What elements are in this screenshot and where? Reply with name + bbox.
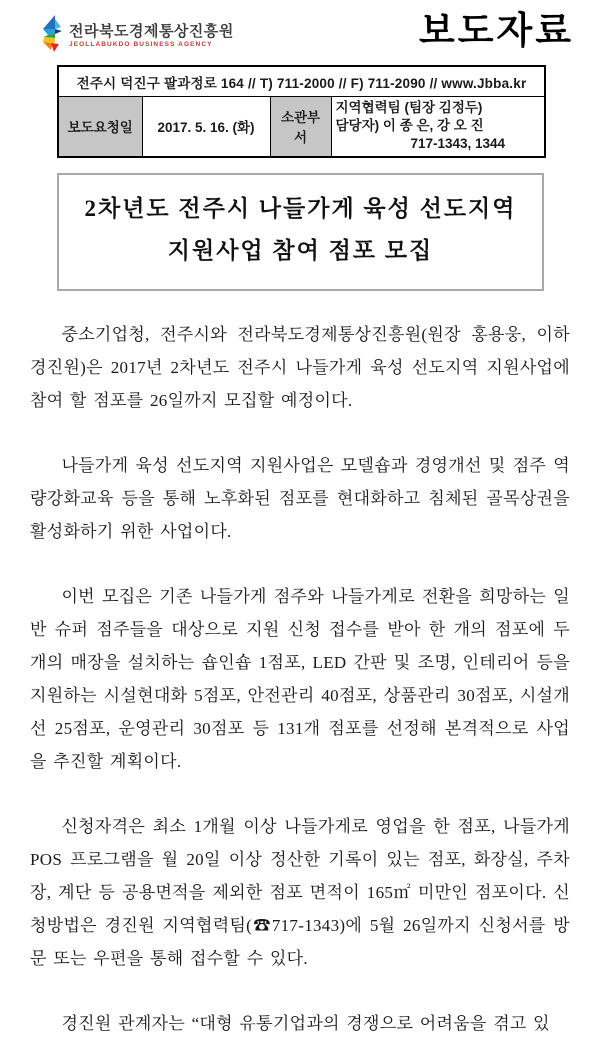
press-release-page	[0, 10, 600, 1033]
table-row-address	[58, 66, 545, 97]
department-team-line: 지역협력팀 (팀장 김정두)	[335, 100, 483, 115]
title-line-1: 2차년도 전주시 나들가게 육성 선도지역	[84, 195, 517, 221]
body-paragraph-5: 경진원 관계자는 “대형 유통기업과의 경쟁으로 어려움을 겪고 있	[61, 1013, 550, 1033]
table-row-info	[58, 97, 545, 157]
agency-name-korean: 전라북도경제통상진흥원	[69, 23, 234, 41]
request-date-value: 2017. 5. 16. (화)	[142, 97, 270, 157]
press-release-body	[30, 318, 570, 1040]
header	[40, 10, 574, 56]
department-contact-info	[331, 97, 545, 157]
agency-logo	[40, 10, 234, 59]
department-staff-line: 담당자) 이 종 은, 강 오 진	[335, 118, 484, 134]
agency-address-contact: 전주시 덕진구 팔과정로 164 // T) 711-2000 // F) 711-2090 // www.Jbba.kr	[58, 66, 545, 97]
department-phone-line: 717-1343, 1344	[410, 136, 506, 152]
body-paragraph-1: 중소기업청, 전주시와 전라북도경제통상진흥원(원장 홍용웅, 이하 경진원)은 2017년 2차년도 전주시 나들가게 육성 선도지역 지원사업에 참여 할 점포를 26일까지 모집할 예정이다.	[30, 324, 570, 410]
document-type-title: 보도자료	[419, 10, 574, 51]
request-date-label: 보도요청일	[58, 97, 142, 157]
press-release-title-box	[57, 173, 544, 291]
agency-name	[69, 24, 234, 49]
press-info-table	[57, 65, 546, 158]
title-line-2: 지원사업 참여 점포 모집	[167, 238, 434, 264]
department-label: 소관부서	[270, 97, 331, 157]
body-paragraph-2: 나들가게 육성 선도지역 지원사업은 모델숍과 경영개선 및 점주 역량강화교육 등을 통해 노후화된 점포를 현대화하고 침체된 골목상권을 활성화하기 위한 사업이다.	[30, 455, 570, 541]
body-paragraph-3: 이번 모집은 기존 나들가게 점주와 나들가게로 전환을 희망하는 일반 슈퍼 점주들을 대상으로 지원 신청 접수를 받아 한 개의 점포에 두 개의 매장을 설치하는 숍인숍 1점포, LED 간판 및 조명, 인테리어 등을 지원하는 시설현대화 5점포, 안전관리 40점포, 상품관리 30점포, 시설개선 25점포, 운영관리 30점포 등 131개 점포를 선정해 본격적으로 사업을 추진할 계획이다.	[30, 586, 570, 771]
body-paragraph-4: 신청자격은 최소 1개월 이상 나들가게로 영업을 한 점포, 나들가게 POS 프로그램을 월 20일 이상 정산한 기록이 있는 점포, 화장실, 주차장, 계단 등 공용면적을 제외한 점포 면적이 165㎡ 미만인 점포이다. 신청방법은 경진원 지역협력팀(☎717-1343)에 5월 26일까지 신청서를 방문 또는 우편을 통해 접수할 수 있다.	[30, 816, 570, 968]
agency-logo-icon	[40, 14, 63, 59]
agency-name-english: JEOLLABUKDO BUSINESS AGENCY	[69, 41, 213, 49]
